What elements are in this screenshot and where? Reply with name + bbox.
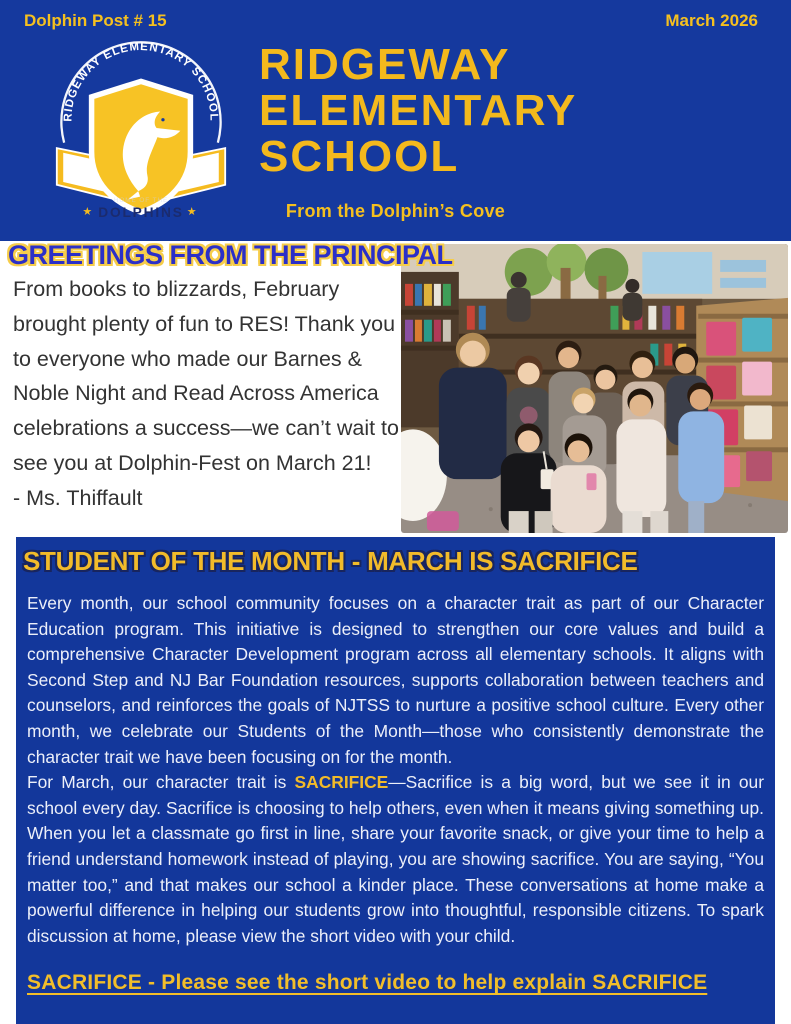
newsletter-tagline: From the Dolphin’s Cove [285,201,506,221]
sacrifice-paragraph-lead: For March, our character trait is [27,772,295,793]
logo-mascot-text: DOLPHINS [98,204,184,220]
principal-signature: - Ms. Thiffault [13,485,143,510]
group-photo [401,244,788,533]
star-icon: ★ [82,205,93,218]
masthead [0,0,791,241]
school-name-line3: SCHOOL [259,132,460,181]
student-of-month-title: STUDENT OF THE MONTH - MARCH IS SACRIFICE [23,546,638,576]
character-education-paragraph: Every month, our school community focuses on a character trait as part of our Character Education program. This initiative is designed to strengthen our core values and build a comprehensive Character Development program across all elementary schools. It aligns with Second Step and NJ Bar Foundation resources, supports collaboration between teachers and counselors, and reinforces the goals of NJTSS to nurture a positive school culture. Every other month, we celebrate our Students of the Month—those who consistently demonstrate the character trait we have been focusing on for the month. [27,593,764,767]
school-name-title [259,42,577,180]
sacrifice-highlight: SACRIFICE [294,772,389,793]
sacrifice-paragraph-rest: —Sacrifice is a big word, but we see it in our school every day. Sacrifice is choosing to help others, even when it means giving something up. When you let a classmate go first in line, share your favorite snack, or give your time to help a friend understand homework instead of playing, you are showing sacrifice. You are saying, “You matter too,” and that makes our school a kinder place. These conversations at home make a powerful difference in helping our students grow into thoughtful, responsible citizens. To spark discussion at home, please view the short video with your child. [27,772,765,946]
greetings-body: From books to blizzards, February brought plenty of fun to RES! Thank you to everyone who made our Barnes & Noble Night and Read Across America celebrations a success—we can’t wait to see you at Dolphin-Fest on March 21! [13,277,399,475]
sacrifice-paragraph [27,770,764,949]
greetings-text-block [13,272,405,516]
logo-home-text: HOME OF THE [113,197,169,205]
logo-arc-text: RIDGEWAY ELEMENTARY SCHOOL [62,40,220,122]
issue-number: Dolphin Post # 15 [24,11,167,30]
issue-date: March 2026 [665,11,758,30]
sacrifice-video-link[interactable]: SACRIFICE - Please see the short video to help explain SACRIFICE [27,971,708,995]
star-icon: ★ [186,205,197,218]
student-of-month-text-block [27,591,764,995]
school-name-line1: RIDGEWAY [259,40,511,89]
student-of-month-section [16,537,775,1024]
group-photo-illustration [401,244,788,533]
school-name-line2: ELEMENTARY [259,86,578,135]
school-crest-logo [42,31,240,225]
greetings-title: GREETINGS FROM THE PRINCIPAL [8,240,453,270]
